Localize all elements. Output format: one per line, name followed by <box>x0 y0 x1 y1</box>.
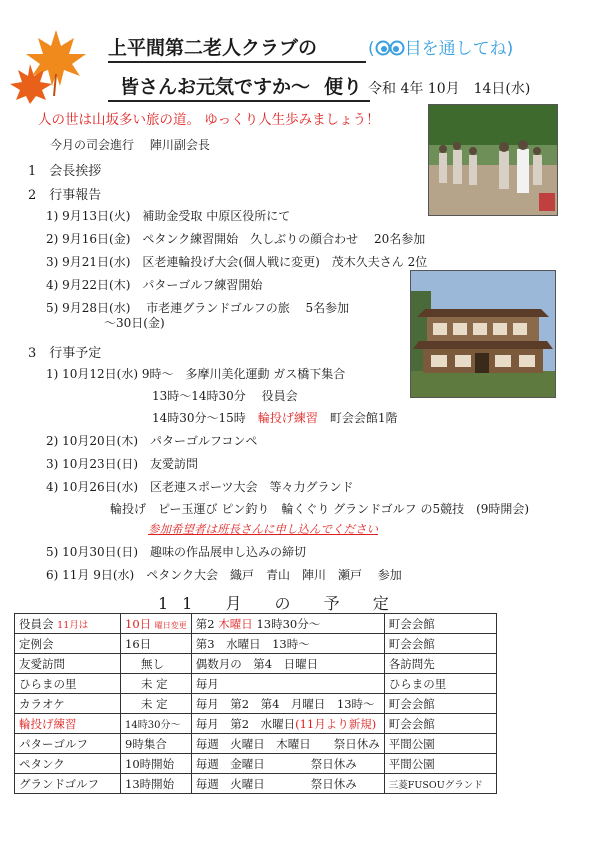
table-row: ひらまの里 未 定 毎月 ひらまの里 <box>15 674 497 694</box>
issue-date: 令和 4年 10月 14日(水) <box>368 81 531 97</box>
maple-leaf-icon <box>8 24 104 104</box>
photo-building <box>410 270 556 398</box>
report-item: 4) 9月22日(木) パターゴルフ練習開始 <box>46 278 263 292</box>
motto: 人の世は山坂多い旅の道。 ゆっくり人生歩みましょう！ <box>38 112 380 128</box>
plan-item: 1) 10月12日(水) 9時～ 多摩川美化運動 ガス橋下集合 <box>46 367 346 381</box>
table-row: 輪投げ練習 14時30分～ 毎月 第2 水曜日(11月より新規) 町会会館 <box>15 714 497 734</box>
plan-item: 6) 11月 9日(水) ペタンク大会 織戸 青山 陣川 瀬戸 参加 <box>46 568 402 582</box>
section-2: 2 行事報告 <box>28 188 102 203</box>
schedule-table <box>14 613 497 794</box>
plan-item-detail: 輪投げ ピー玉運び ピン釣り 輪くぐり グランドゴルフ の5競技 (9時開会) <box>110 502 530 516</box>
title-line2: 皆さんお元気ですか～ 便り <box>120 76 363 98</box>
title-underline-2 <box>108 100 370 102</box>
photo-gathering <box>428 104 558 216</box>
table-row: パターゴルフ 9時集合 毎週 火曜日 木曜日 祭日休み 平間公園 <box>15 734 497 754</box>
table-row: 定例会 16日 第3 水曜日 13時～ 町会会館 <box>15 634 497 654</box>
plan-item: 5) 10月30日(日) 趣味の作品展申し込みの締切 <box>46 545 307 559</box>
slogan: ( 目を通してね) <box>368 39 514 59</box>
eyes-icon <box>375 39 405 57</box>
schedule-title: 11 月 の 予 定 <box>158 594 403 613</box>
plan-item: 3) 10月23日(日) 友愛訪問 <box>46 457 199 471</box>
report-item: 5) 9月28日(水) 市老連グランドゴルフの旅 5名参加 <box>46 301 350 315</box>
mc-line: 今月の司会進行 陣川副会長 <box>50 138 210 152</box>
table-row: グランドゴルフ 13時開始 毎週 火曜日 祭日休み 三菱FUSOUグランド <box>15 774 497 794</box>
plan-item: 2) 10月20日(木) パターゴルフコンペ <box>46 434 258 448</box>
report-item-cont: ～30日(金) <box>104 316 165 330</box>
title-line1: 上平間第二老人クラブの <box>108 37 318 59</box>
plan-item-cont: 13時～14時30分 役員会 <box>152 389 298 403</box>
table-row: カラオケ 未 定 毎月 第2 第4 月曜日 13時～ 町会会館 <box>15 694 497 714</box>
table-row: ペタンク 10時開始 毎週 金曜日 祭日休み 平間公園 <box>15 754 497 774</box>
plan-item: 4) 10月26日(水) 区老連スポーツ大会 等々力グランド <box>46 480 354 494</box>
report-item: 2) 9月16日(金) ペタンク練習開始 久しぶりの顔合わせ 20名参加 <box>46 232 426 246</box>
signup-note: 参加希望者は班長さんに申し込んでください <box>148 522 378 536</box>
report-item: 1) 9月13日(火) 補助金受取 中原区役所にて <box>46 209 291 223</box>
section-3: 3 行事予定 <box>28 346 102 361</box>
plan-item-cont: 14時30分～15時 輪投げ練習 町会会館1階 <box>152 411 398 425</box>
title-underline <box>108 61 366 63</box>
table-row: 役員会 11月は 10日 曜日変更 第2 木曜日 13時30分～ 町会会館 <box>15 614 497 634</box>
table-row: 友愛訪問 無し 偶数月の 第4 日曜日 各訪問先 <box>15 654 497 674</box>
section-1: 1 会長挨拶 <box>28 164 102 179</box>
report-item: 3) 9月21日(水) 区老連輪投げ大会(個人戦に変更) 茂木久夫さん 2位 <box>46 255 428 269</box>
